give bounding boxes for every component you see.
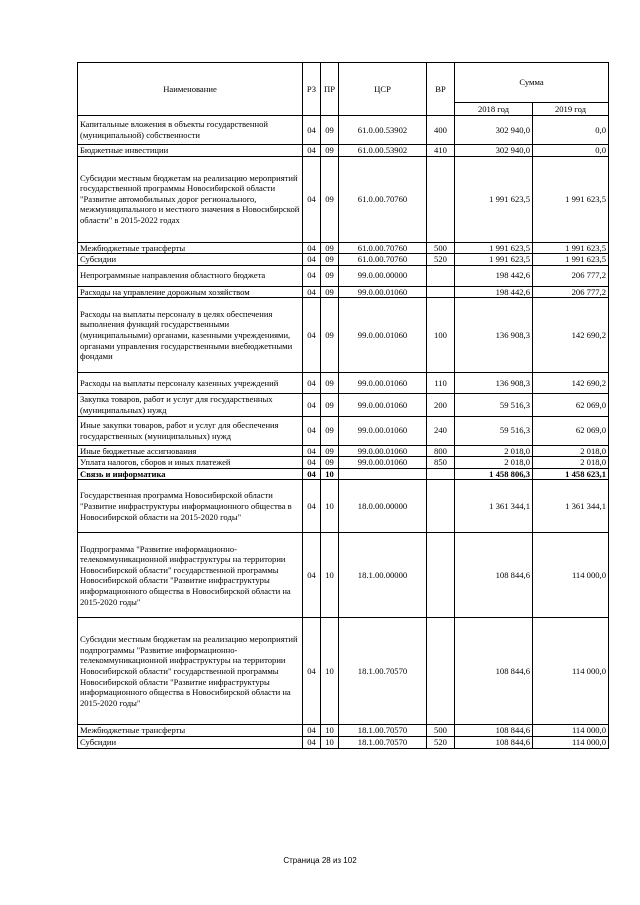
row-csr: 61.0.00.70760 [339, 242, 427, 254]
table-row [78, 457, 609, 469]
row-pr: 09 [321, 373, 339, 394]
row-vr: 200 [427, 394, 455, 416]
row-rz: 04 [303, 394, 321, 416]
row-rz: 04 [303, 116, 321, 145]
row-pr: 10 [321, 618, 339, 725]
row-sum-2018: 1 361 344,1 [455, 480, 533, 533]
row-rz: 04 [303, 736, 321, 748]
row-rz: 04 [303, 416, 321, 445]
row-sum-2018: 1 458 806,3 [455, 468, 533, 480]
row-rz: 04 [303, 145, 321, 157]
row-rz: 04 [303, 156, 321, 242]
row-csr: 18.1.00.70570 [339, 736, 427, 748]
row-vr: 110 [427, 373, 455, 394]
table-row [78, 254, 609, 266]
table-row [78, 116, 609, 145]
row-pr: 09 [321, 286, 339, 298]
row-rz: 04 [303, 286, 321, 298]
row-name: Субсидии [78, 736, 303, 748]
row-rz: 04 [303, 725, 321, 737]
row-sum-2018: 2 018,0 [455, 445, 533, 457]
row-vr [427, 156, 455, 242]
row-sum-2018: 136 908,3 [455, 298, 533, 373]
row-sum-2018: 1 991 623,5 [455, 254, 533, 266]
row-csr: 99.0.00.01060 [339, 416, 427, 445]
table-row [78, 533, 609, 618]
row-sum-2019: 1 991 623,5 [533, 242, 609, 254]
row-sum-2018: 302 940,0 [455, 145, 533, 157]
table-row [78, 445, 609, 457]
header-csr: ЦСР [339, 63, 427, 116]
row-sum-2019: 114 000,0 [533, 618, 609, 725]
row-pr: 09 [321, 416, 339, 445]
row-pr: 09 [321, 457, 339, 469]
row-pr: 09 [321, 242, 339, 254]
row-name: Расходы на выплаты персоналу в целях обеспечения выполнения функций государственными (муниципальными) органами, казенными учреждениями, органами управления государственными внебюджетными фондами [78, 298, 303, 373]
row-sum-2018: 198 442,6 [455, 286, 533, 298]
row-name: Субсидии местным бюджетам на реализацию мероприятий подпрограммы "Развитие информационно-телекоммуникационной инфраструктуры на территории Новосибирской области" государственной программы Новосибирской области "Развитие инфраструктуры информационного общества в Новосибирской области на 2015-2020 годы" [78, 618, 303, 725]
row-pr: 09 [321, 254, 339, 266]
row-vr: 100 [427, 298, 455, 373]
header-year-2018: 2018 год [455, 103, 533, 116]
row-csr: 99.0.00.01060 [339, 298, 427, 373]
row-sum-2018: 59 516,3 [455, 394, 533, 416]
row-sum-2019: 114 000,0 [533, 725, 609, 737]
row-rz: 04 [303, 254, 321, 266]
row-name: Непрограммные направления областного бюджета [78, 265, 303, 286]
table-row [78, 394, 609, 416]
row-vr [427, 265, 455, 286]
row-csr: 18.1.00.70570 [339, 618, 427, 725]
row-pr: 09 [321, 298, 339, 373]
row-name: Связь и информатика [78, 468, 303, 480]
row-csr: 61.0.00.53902 [339, 116, 427, 145]
row-vr: 520 [427, 736, 455, 748]
row-vr: 520 [427, 254, 455, 266]
row-sum-2019: 1 991 623,5 [533, 254, 609, 266]
header-rz: РЗ [303, 63, 321, 116]
row-sum-2019: 62 069,0 [533, 394, 609, 416]
row-name: Расходы на выплаты персоналу казенных учреждений [78, 373, 303, 394]
row-csr: 18.1.00.70570 [339, 725, 427, 737]
row-sum-2019: 114 000,0 [533, 736, 609, 748]
row-rz: 04 [303, 373, 321, 394]
row-csr: 99.0.00.01060 [339, 457, 427, 469]
table-row [78, 736, 609, 748]
row-sum-2018: 136 908,3 [455, 373, 533, 394]
row-sum-2019: 142 690,2 [533, 298, 609, 373]
row-name: Уплата налогов, сборов и иных платежей [78, 457, 303, 469]
row-rz: 04 [303, 242, 321, 254]
row-pr: 09 [321, 156, 339, 242]
row-name: Иные закупки товаров, работ и услуг для обеспечения государственных (муниципальных) нужд [78, 416, 303, 445]
header-sum: Сумма [455, 63, 609, 103]
row-name: Межбюджетные трансферты [78, 725, 303, 737]
table-row [78, 468, 609, 480]
row-vr: 500 [427, 242, 455, 254]
row-sum-2019: 0,0 [533, 145, 609, 157]
row-name: Расходы на управление дорожным хозяйством [78, 286, 303, 298]
table-body [78, 116, 609, 749]
row-pr: 10 [321, 480, 339, 533]
row-pr: 09 [321, 116, 339, 145]
row-sum-2019: 142 690,2 [533, 373, 609, 394]
row-vr [427, 618, 455, 725]
row-sum-2018: 1 991 623,5 [455, 242, 533, 254]
row-pr: 09 [321, 394, 339, 416]
row-csr: 99.0.00.01060 [339, 445, 427, 457]
row-csr [339, 468, 427, 480]
table-row [78, 725, 609, 737]
row-sum-2019: 2 018,0 [533, 445, 609, 457]
row-vr: 500 [427, 725, 455, 737]
row-csr: 99.0.00.01060 [339, 286, 427, 298]
row-rz: 04 [303, 265, 321, 286]
row-sum-2018: 108 844,6 [455, 725, 533, 737]
row-sum-2018: 1 991 623,5 [455, 156, 533, 242]
row-sum-2019: 1 361 344,1 [533, 480, 609, 533]
table-row [78, 416, 609, 445]
row-sum-2019: 0,0 [533, 116, 609, 145]
row-pr: 10 [321, 736, 339, 748]
row-sum-2019: 206 777,2 [533, 265, 609, 286]
row-name: Межбюджетные трансферты [78, 242, 303, 254]
table-row [78, 265, 609, 286]
row-sum-2018: 59 516,3 [455, 416, 533, 445]
row-vr [427, 286, 455, 298]
row-csr: 61.0.00.53902 [339, 145, 427, 157]
row-csr: 18.0.00.00000 [339, 480, 427, 533]
row-sum-2018: 108 844,6 [455, 736, 533, 748]
row-csr: 99.0.00.00000 [339, 265, 427, 286]
header-vr: ВР [427, 63, 455, 116]
row-csr: 18.1.00.00000 [339, 533, 427, 618]
budget-table [77, 62, 609, 749]
row-name: Подпрограмма "Развитие информационно-телекоммуникационной инфраструктуры на территории Новосибирской области" государственной программы Новосибирской области "Развитие инфраструктуры информационного общества в Новосибирской области на 2015-2020 годы" [78, 533, 303, 618]
row-pr: 10 [321, 725, 339, 737]
table-row [78, 145, 609, 157]
table-row [78, 373, 609, 394]
row-name: Капитальные вложения в объекты государственной (муниципальной) собственности [78, 116, 303, 145]
row-vr [427, 468, 455, 480]
row-vr: 240 [427, 416, 455, 445]
table-row [78, 480, 609, 533]
row-sum-2018: 108 844,6 [455, 618, 533, 725]
row-sum-2019: 1 991 623,5 [533, 156, 609, 242]
row-vr: 400 [427, 116, 455, 145]
row-name: Бюджетные инвестиции [78, 145, 303, 157]
row-csr: 99.0.00.01060 [339, 373, 427, 394]
row-name: Закупка товаров, работ и услуг для государственных (муниципальных) нужд [78, 394, 303, 416]
header-year-2019: 2019 год [533, 103, 609, 116]
row-rz: 04 [303, 298, 321, 373]
row-csr: 61.0.00.70760 [339, 254, 427, 266]
row-vr: 800 [427, 445, 455, 457]
row-vr [427, 533, 455, 618]
row-vr: 410 [427, 145, 455, 157]
row-rz: 04 [303, 480, 321, 533]
header-name: Наименование [78, 63, 303, 116]
row-sum-2018: 198 442,6 [455, 265, 533, 286]
row-sum-2019: 1 458 623,1 [533, 468, 609, 480]
row-rz: 04 [303, 457, 321, 469]
row-rz: 04 [303, 445, 321, 457]
row-rz: 04 [303, 533, 321, 618]
row-name: Иные бюджетные ассигнования [78, 445, 303, 457]
row-sum-2018: 302 940,0 [455, 116, 533, 145]
row-pr: 09 [321, 145, 339, 157]
table-row [78, 618, 609, 725]
row-name: Субсидии местным бюджетам на реализацию мероприятий государственной программы Новосибирской области "Развитие автомобильных дорог регионального, межмуниципального и местного значения в Новосибирской области" в 2015-2022 годах [78, 156, 303, 242]
row-pr: 09 [321, 265, 339, 286]
row-sum-2019: 62 069,0 [533, 416, 609, 445]
row-vr: 850 [427, 457, 455, 469]
row-pr: 10 [321, 533, 339, 618]
row-rz: 04 [303, 618, 321, 725]
row-sum-2019: 114 000,0 [533, 533, 609, 618]
row-name: Государственная программа Новосибирской области "Развитие инфраструктуры информационного общества в Новосибирской области на 2015-2020 годы" [78, 480, 303, 533]
row-sum-2019: 2 018,0 [533, 457, 609, 469]
row-sum-2018: 108 844,6 [455, 533, 533, 618]
table-row [78, 156, 609, 242]
row-sum-2018: 2 018,0 [455, 457, 533, 469]
row-rz: 04 [303, 468, 321, 480]
row-pr: 10 [321, 468, 339, 480]
table-row [78, 242, 609, 254]
row-name: Субсидии [78, 254, 303, 266]
row-csr: 99.0.00.01060 [339, 394, 427, 416]
row-pr: 09 [321, 445, 339, 457]
table-row [78, 286, 609, 298]
header-pr: ПР [321, 63, 339, 116]
row-vr [427, 480, 455, 533]
table-row [78, 298, 609, 373]
row-sum-2019: 206 777,2 [533, 286, 609, 298]
row-csr: 61.0.00.70760 [339, 156, 427, 242]
page-number: Страница 28 из 102 [283, 856, 357, 865]
